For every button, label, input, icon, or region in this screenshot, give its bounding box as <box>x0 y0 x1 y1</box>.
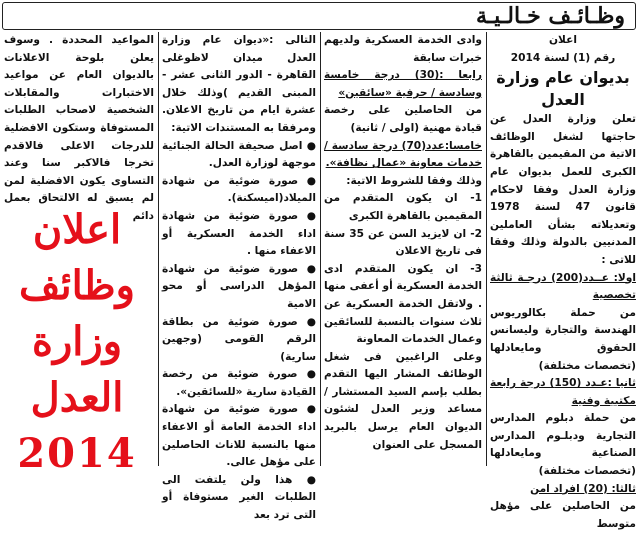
section-header <box>2 2 636 30</box>
condition-2: 2- ان لايزيد السن عن 35 سنة فى تاريخ الاعلان <box>324 227 482 258</box>
position-2-desc: من حملة دبلوم المدارس التجارية ودبلـوم المدارس الصناعية ومايعادلها (تخصصات مختلفة) <box>490 412 636 478</box>
promo-line-1: اعلان <box>32 206 122 253</box>
condition-3: 3- ان يكون المتقدم ادى الخدمة العسكرية أو أعفى منها . ولاتقل الخدمة العسكرية عن ثلاث سنوات بالنسبة للسائقين وعمال الخدمات المعاونة <box>324 262 482 346</box>
position-1-desc: من حملة بكالوريوس الهندسة والتجارة وليسانس الحقوق ومايعادلها (تخصصات مختلفة) <box>490 306 636 372</box>
closing-text: المواعيد المحددة . وسوف يعلن بلوحة الاعلانات بالديوان العام عن مواعيد الاختبارات والمقابلات الشخصية لاصحاب الطلبات المستوفاة وستكون الافضلية للدرجات الاعلى فالاقدم تخرجا فالاكبر سنا وعند التساوى يكون الافضلية لمن لم يسبق له الالتحاق بعمل دائم <box>4 34 154 222</box>
promo-line-2: وظائف <box>19 262 135 309</box>
position-4-title: رابعا :(30) درجة خامسة وسادسة / حرفية «سائقين» <box>324 69 482 99</box>
column-divider <box>486 32 487 466</box>
position-5-title: خامسا:عدد(70) درجة سادسة / خدمات معاونة «عمال نظافة». <box>324 139 482 170</box>
document-1: ● اصل صحيفة الحالة الجنائية موجهة لوزارة العدل. <box>162 139 316 170</box>
position-3-desc: من الحاصلين على مؤهل متوسط <box>490 500 636 530</box>
promo-overlay <box>2 202 152 477</box>
document-6: ● صورة ضوئية من رخصة القيادة سارية «للسائقين». <box>162 368 316 398</box>
conditions-heading: وذلك وفقا للشروط الاتية: <box>346 174 482 187</box>
ad-intro: تعلن وزارة العدل عن حاجتها لشغل الوظائف الاتية من المقيمين بالقاهرة الكبرى للعمل بديوان عام وزارة العدل وفقا لاحكام قانون 47 لسنة 1978 وتعديلاته بشأن العاملين المدنيين بالدولة وذلك وفقا للاتى : <box>490 113 636 266</box>
position-4-desc: من الحاصلين على رخصة قيادة مهنية (اولى / ثانية) <box>324 104 482 134</box>
promo-year: 2014 <box>17 430 137 477</box>
document-5: ● صورة ضوئية من بطاقة الرقم القومى (وجهين سارية) <box>162 315 316 363</box>
document-2: ● صورة ضوئية من شهادة الميلاد(اميسكنة). <box>162 174 316 205</box>
position-2-title: ثانيا :عـدد (150) درجة رابعة مكتبية وفنية <box>490 377 636 407</box>
section-title: وظـائـف خـالـيـة <box>475 3 625 29</box>
promo-line-3: وزارة <box>31 318 123 365</box>
promo-line-4: العدل <box>30 374 124 421</box>
position-3-title: ثالثا: (20) افراد امن <box>530 482 636 495</box>
document-3: ● صورة ضوئية من شهادة اداء الخدمة العسكرية أو الاعفاء منها . <box>162 209 316 258</box>
column-divider <box>158 32 159 466</box>
ad-headline: بديوان عام وزارة العدل <box>496 68 630 110</box>
document-7: ● صورة ضوئية من شهادة اداء الخدمة العامة أو الاعفاء منها بالنسبة للاناث الحاصلين على مؤهل عالى. <box>162 403 316 469</box>
document-note: ● هذا ولن يلتفت الى الطلبات الغير مستوفاة أو التى ترد بعد <box>162 473 316 522</box>
document-4: ● صورة ضوئية من شهادة المؤهل الدراسى أو محو الامية <box>162 262 316 310</box>
address-text: التالى :«ديوان عام وزارة العدل ميدان لاظوغلى القاهرة - الدور الثانى عشر - المبنى القديم )وذلك خلال عشرة ايام من تاريخ الاعلان. ومرفقا به المستندات الاتية: <box>162 34 316 134</box>
column-1 <box>490 32 636 530</box>
position-1-title: اولا: عــدد(200) درجـة ثالثة تخصصية <box>490 271 636 302</box>
application-instructions: وعلى الراغبين فى شغل الوظائف المشار اليها التقدم بطلب بإسم السيد المستشار / مساعد وزير العدل لشئون الديوان العام يرسل بالبريد المسجل على العنوان <box>324 350 482 451</box>
column-3 <box>162 32 316 522</box>
condition-1: 1- ان يكون المتقدم من المقيمين بالقاهرة الكبرى <box>324 192 482 222</box>
col2-para-1: وادى الخدمة العسكرية ولديهم خبرات سابقة <box>324 34 482 64</box>
ad-label: اعلان <box>549 34 577 46</box>
column-2 <box>324 32 482 466</box>
ad-number: رقم (1) لسنة 2014 <box>510 51 616 64</box>
column-4 <box>4 32 154 222</box>
column-divider <box>320 32 321 466</box>
